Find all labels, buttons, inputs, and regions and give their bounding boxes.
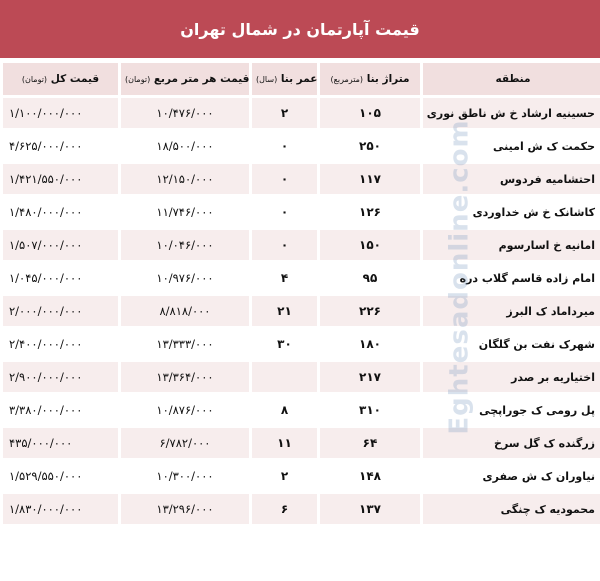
cell-total-price: ۱/۸۳۰/۰۰۰/۰۰۰ bbox=[3, 494, 118, 524]
header-area: منطقه bbox=[423, 63, 600, 95]
cell-price-per-meter: ۶/۷۸۲/۰۰۰ bbox=[121, 428, 249, 458]
cell-area: زرگنده ک گل سرخ bbox=[423, 428, 600, 458]
cell-size: ۱۸۰ bbox=[320, 329, 420, 359]
cell-area: امانیه خ اسارسوم bbox=[423, 230, 600, 260]
cell-size: ۱۲۶ bbox=[320, 197, 420, 227]
cell-total-price: ۱/۵۰۷/۰۰۰/۰۰۰ bbox=[3, 230, 118, 260]
header-row bbox=[3, 63, 600, 95]
cell-total-price: ۳/۳۸۰/۰۰۰/۰۰۰ bbox=[3, 395, 118, 425]
cell-size: ۱۳۷ bbox=[320, 494, 420, 524]
cell-total-price: ۱/۵۲۹/۵۵۰/۰۰۰ bbox=[3, 461, 118, 491]
cell-size: ۲۵۰ bbox=[320, 131, 420, 161]
table-row bbox=[3, 428, 600, 458]
cell-price-per-meter: ۱۰/۴۷۶/۰۰۰ bbox=[121, 98, 249, 128]
cell-total-price: ۱/۴۲۱/۵۵۰/۰۰۰ bbox=[3, 164, 118, 194]
cell-total-price: ۲/۰۰۰/۰۰۰/۰۰۰ bbox=[3, 296, 118, 326]
cell-total-price: ۴۳۵/۰۰۰/۰۰۰ bbox=[3, 428, 118, 458]
cell-size: ۶۴ bbox=[320, 428, 420, 458]
table-row bbox=[3, 230, 600, 260]
cell-size: ۹۵ bbox=[320, 263, 420, 293]
cell-age: ۲ bbox=[252, 461, 317, 491]
watermark-text: Eghtesadonline.com bbox=[445, 119, 476, 435]
cell-area: احتشامیه فردوس bbox=[423, 164, 600, 194]
table-row bbox=[3, 395, 600, 425]
cell-price-per-meter: ۱۱/۷۴۶/۰۰۰ bbox=[121, 197, 249, 227]
header-age: عمر بنا (سال) bbox=[252, 63, 317, 95]
cell-area: اختیاریه بر صدر bbox=[423, 362, 600, 392]
price-table bbox=[0, 60, 600, 527]
cell-price-per-meter: ۱۰/۰۴۶/۰۰۰ bbox=[121, 230, 249, 260]
table-row bbox=[3, 461, 600, 491]
cell-age bbox=[252, 362, 317, 392]
cell-age: ۴ bbox=[252, 263, 317, 293]
title-bar bbox=[0, 0, 600, 58]
header-price-per-meter: قیمت هر متر مربع (تومان) bbox=[121, 63, 249, 95]
cell-size: ۱۴۸ bbox=[320, 461, 420, 491]
cell-total-price: ۱/۴۸۰/۰۰۰/۰۰۰ bbox=[3, 197, 118, 227]
table-row bbox=[3, 98, 600, 128]
cell-area: نیاوران ک ش صفری bbox=[423, 461, 600, 491]
cell-area: شهرک نفت بن گلگان bbox=[423, 329, 600, 359]
cell-area: کاشانک خ ش خداوردی bbox=[423, 197, 600, 227]
table-row bbox=[3, 164, 600, 194]
cell-total-price: ۲/۴۰۰/۰۰۰/۰۰۰ bbox=[3, 329, 118, 359]
table-row bbox=[3, 296, 600, 326]
cell-age: ۰ bbox=[252, 131, 317, 161]
table-row bbox=[3, 263, 600, 293]
cell-size: ۳۱۰ bbox=[320, 395, 420, 425]
cell-area: حکمت ک ش امینی bbox=[423, 131, 600, 161]
cell-price-per-meter: ۱۳/۲۹۶/۰۰۰ bbox=[121, 494, 249, 524]
cell-age: ۶ bbox=[252, 494, 317, 524]
header-size: متراژ بنا (مترمربع) bbox=[320, 63, 420, 95]
cell-price-per-meter: ۱۰/۹۷۶/۰۰۰ bbox=[121, 263, 249, 293]
table-row bbox=[3, 362, 600, 392]
cell-age: ۱۱ bbox=[252, 428, 317, 458]
cell-total-price: ۴/۶۲۵/۰۰۰/۰۰۰ bbox=[3, 131, 118, 161]
cell-price-per-meter: ۱۳/۳۳۳/۰۰۰ bbox=[121, 329, 249, 359]
page-title: قیمت آپارتمان در شمال تهران bbox=[180, 19, 420, 39]
cell-price-per-meter: ۱۰/۳۰۰/۰۰۰ bbox=[121, 461, 249, 491]
cell-size: ۲۱۷ bbox=[320, 362, 420, 392]
cell-price-per-meter: ۱۳/۳۶۴/۰۰۰ bbox=[121, 362, 249, 392]
cell-size: ۲۲۶ bbox=[320, 296, 420, 326]
cell-total-price: ۲/۹۰۰/۰۰۰/۰۰۰ bbox=[3, 362, 118, 392]
cell-total-price: ۱/۱۰۰/۰۰۰/۰۰۰ bbox=[3, 98, 118, 128]
table-row bbox=[3, 329, 600, 359]
cell-area: امام زاده قاسم گلاب دره bbox=[423, 263, 600, 293]
table-row bbox=[3, 494, 600, 524]
cell-age: ۸ bbox=[252, 395, 317, 425]
cell-age: ۰ bbox=[252, 164, 317, 194]
cell-area: حسینیه ارشاد خ ش ناطق نوری bbox=[423, 98, 600, 128]
cell-size: ۱۵۰ bbox=[320, 230, 420, 260]
cell-price-per-meter: ۱۲/۱۵۰/۰۰۰ bbox=[121, 164, 249, 194]
cell-size: ۱۰۵ bbox=[320, 98, 420, 128]
header-total-price: قیمت کل (تومان) bbox=[3, 63, 118, 95]
cell-price-per-meter: ۱۰/۸۷۶/۰۰۰ bbox=[121, 395, 249, 425]
cell-age: ۰ bbox=[252, 197, 317, 227]
cell-age: ۰ bbox=[252, 230, 317, 260]
cell-age: ۲۱ bbox=[252, 296, 317, 326]
cell-total-price: ۱/۰۴۵/۰۰۰/۰۰۰ bbox=[3, 263, 118, 293]
cell-price-per-meter: ۸/۸۱۸/۰۰۰ bbox=[121, 296, 249, 326]
cell-area: پل رومی ک جوراپچی bbox=[423, 395, 600, 425]
table-row bbox=[3, 131, 600, 161]
cell-age: ۳۰ bbox=[252, 329, 317, 359]
table-row bbox=[3, 197, 600, 227]
cell-area: میرداماد ک البرز bbox=[423, 296, 600, 326]
cell-price-per-meter: ۱۸/۵۰۰/۰۰۰ bbox=[121, 131, 249, 161]
cell-area: محمودیه ک چنگی bbox=[423, 494, 600, 524]
cell-size: ۱۱۷ bbox=[320, 164, 420, 194]
cell-age: ۲ bbox=[252, 98, 317, 128]
